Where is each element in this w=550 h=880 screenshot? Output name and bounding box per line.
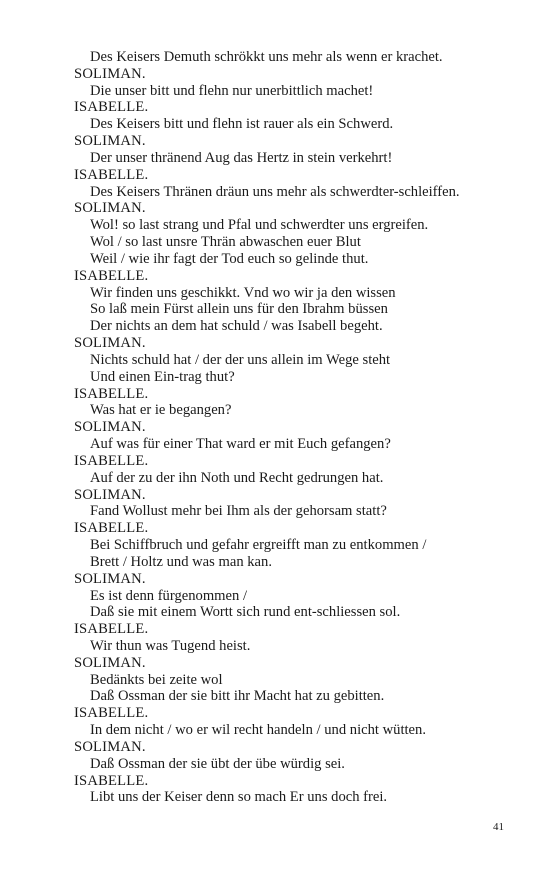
verse-line: Libt uns der Keiser denn so mach Er uns doch frei. [90, 789, 388, 806]
verse-line: Bedänkts bei zeite wol [90, 671, 223, 688]
verse-line: Und einen Ein-trag thut? [90, 368, 235, 385]
speaker-name: SOLIMAN. [74, 419, 146, 436]
page-number: 41 [493, 821, 504, 833]
verse-line: Daß Ossman der sie bitt ihr Macht hat zu gebitten. [90, 688, 385, 705]
speaker-name: ISABELLE. [74, 520, 149, 537]
speaker-name: ISABELLE. [74, 705, 149, 722]
verse-line: Nichts schuld hat / der der uns allein im Wege steht [90, 351, 391, 368]
verse-line: Des Keisers Demuth schrökkt uns mehr als wenn er krachet. [90, 49, 443, 65]
speaker-name: SOLIMAN. [74, 486, 146, 503]
speaker-name: ISABELLE. [74, 621, 149, 638]
dialogue-text [74, 49, 514, 806]
speaker-name: ISABELLE. [74, 452, 149, 469]
speaker-name: ISABELLE. [74, 385, 149, 402]
verse-line: Bei Schiffbruch und gefahr ergreifft man zu entkommen / [90, 537, 427, 554]
verse-line: Wol! so last strang und Pfal und schwerdter uns ergreifen. [90, 217, 429, 234]
speaker-name: ISABELLE. [74, 99, 149, 116]
verse-line: Daß sie mit einem Wortt sich rund ent-schliessen sol. [90, 604, 401, 621]
speaker-name: SOLIMAN. [74, 65, 146, 82]
verse-line: In dem nicht / wo er wil recht handeln / und nicht wütten. [90, 722, 426, 739]
verse-line: Wir thun was Tugend heist. [90, 637, 251, 654]
speaker-name: SOLIMAN. [74, 335, 146, 352]
verse-line: Auf der zu der ihn Noth und Recht gedrungen hat. [90, 469, 384, 486]
speaker-name: ISABELLE. [74, 772, 149, 789]
verse-line: Der unser thränend Aug das Hertz in stein verkehrt! [90, 149, 393, 166]
verse-line: Des Keisers bitt und flehn ist rauer als ein Schwerd. [90, 116, 394, 133]
speaker-name: ISABELLE. [74, 166, 149, 183]
verse-line: Daß Ossman der sie übt der übe würdig sei. [90, 755, 345, 772]
verse-line: So laß mein Fürst allein uns für den Ibrahm büssen [90, 301, 388, 318]
verse-line: Brett / Holtz und was man kan. [90, 553, 272, 570]
speaker-name: ISABELLE. [74, 267, 149, 284]
speaker-name: SOLIMAN. [74, 200, 146, 217]
speaker-name: SOLIMAN. [74, 738, 146, 755]
verse-line: Auf was für einer That ward er mit Euch gefangen? [90, 436, 391, 453]
verse-line: Weil / wie ihr fagt der Tod euch so gelinde thut. [90, 250, 369, 267]
verse-line: Des Keisers Thränen dräun uns mehr als schwerdter-schleiffen. [90, 183, 460, 200]
verse-line: Die unser bitt und flehn nur unerbittlich machet! [90, 82, 374, 99]
speaker-name: SOLIMAN. [74, 133, 146, 150]
verse-line: Es ist denn fürgenommen / [90, 587, 247, 604]
verse-line: Was hat er ie begangen? [90, 402, 232, 419]
verse-line: Wir finden uns geschikkt. Vnd wo wir ja den wissen [90, 284, 396, 301]
verse-line: Der nichts an dem hat schuld / was Isabell begeht. [90, 318, 383, 335]
verse-line: Wol / so last unsre Thrän abwaschen euer Blut [90, 234, 361, 251]
verse-line: Fand Wollust mehr bei Ihm als der gehorsam statt? [90, 503, 387, 520]
speaker-name: SOLIMAN. [74, 570, 146, 587]
speaker-name: SOLIMAN. [74, 654, 146, 671]
